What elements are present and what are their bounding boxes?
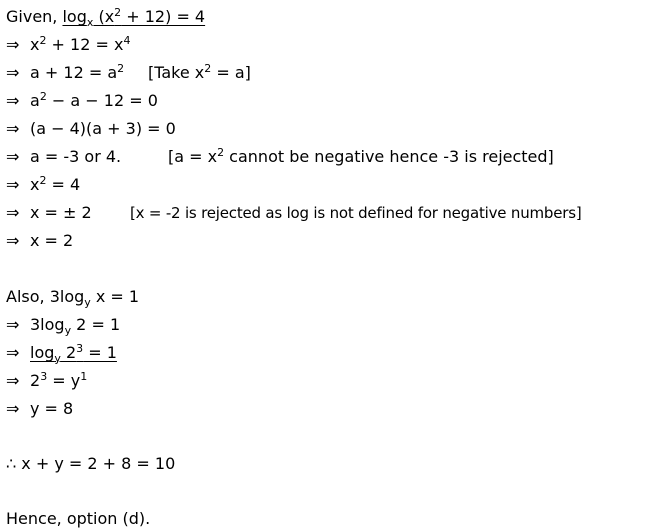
line-step: ⇒ x = ± 2 [x = -2 is rejected as log is not defined for negative numbers] [6,201,92,225]
implies-symbol: ⇒ [6,315,20,334]
implies-symbol: ⇒ [6,175,20,194]
line-step [6,341,117,365]
therefore-symbol: ∴ [6,454,17,473]
implies-symbol: ⇒ [6,371,20,390]
implies-symbol: ⇒ [6,399,20,418]
implies-symbol: ⇒ [6,63,20,82]
side-note: [Take $x^2 = a$] [148,62,251,82]
line-therefore: ∴ x + y = 2 + 8 = 10 [6,454,176,473]
line-step: ⇒ x = 2 [6,229,73,253]
line-step: ⇒ $x^2 + 12 = x^4$ [6,33,130,57]
line-given: Given, $\log_x (x^2 + 12) = 4$ [6,6,206,29]
line-also: Also, $3\log_y$ x = 1 [6,287,140,309]
line-step: ⇒ a = -3 or 4. [$a = x^2$ cannot be negative hence -3 is rejected] [6,145,121,169]
underlined-equation: $\log_y 2^3 = 1$ [30,342,117,365]
side-note: [$a = x^2$ cannot be negative hence -3 is rejected] [168,146,554,166]
implies-symbol: ⇒ [6,119,20,138]
line-step: ⇒ $x^2 = 4$ [6,173,80,197]
implies-symbol: ⇒ [6,343,20,362]
implies-symbol: ⇒ [6,35,20,54]
implies-symbol: ⇒ [6,231,20,250]
side-note: [x = -2 is rejected as log is not defined for negative numbers] [130,204,582,222]
line-step: ⇒ $3\log_y$ 2 = 1 [6,315,121,337]
line-step: ⇒ $a + 12 = a^2$ [Take $x^2 = a$] [6,61,124,85]
implies-symbol: ⇒ [6,91,20,110]
line-step: ⇒ $a^2 - a - 12 = 0$ [6,89,158,113]
implies-symbol: ⇒ [6,147,20,166]
implies-symbol: ⇒ [6,203,20,222]
line-step: ⇒ $2^3 = y^1$ [6,369,87,393]
line-step: ⇒ (a − 4)(a + 3) = 0 [6,117,176,141]
line-step: ⇒ y = 8 [6,397,73,421]
line-answer: Hence, option (d). [6,509,151,528]
given-equation: $\log_x (x^2 + 12) = 4$ [62,6,206,29]
